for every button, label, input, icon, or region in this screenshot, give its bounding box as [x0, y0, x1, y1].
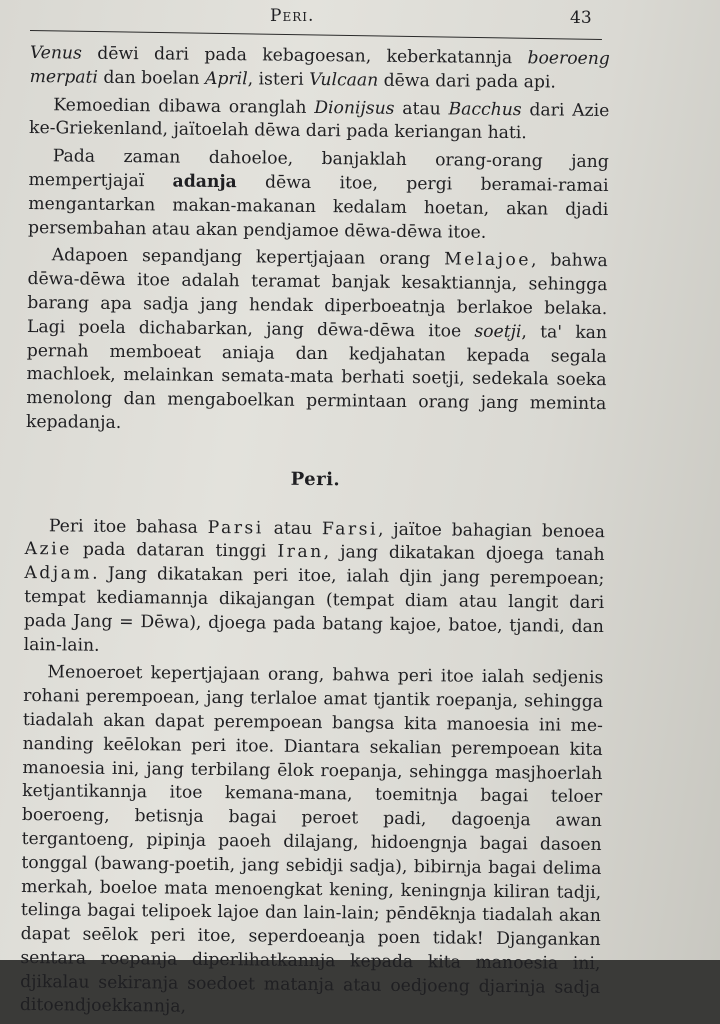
spaced-term: Iran: [277, 541, 324, 563]
page-number: 43: [570, 8, 592, 28]
text-run: dan boelan: [97, 67, 206, 89]
paragraph-venus: [30, 42, 610, 96]
spaced-term: Parsi: [207, 517, 264, 539]
text-run: dēwa itoe, pergi beramai-ramai mengantarkan makan-makanan kedalam hoetan, akan djadi persembahan atau akan pendjamoe dēwa-dēwa itoe.: [27, 172, 609, 243]
spaced-term: Azie: [24, 539, 72, 560]
bold-term: adanja: [172, 171, 237, 193]
spaced-term: Farsi: [321, 518, 379, 540]
italic-term: Dionijsus: [314, 97, 395, 119]
running-title: Peri.: [270, 6, 315, 26]
paragraph-dionijsus: [29, 94, 609, 148]
paragraph-kepertjajaan-melajoe: [26, 244, 608, 440]
text-run: atau: [263, 518, 323, 539]
text-run: dēwa dari pada api.: [378, 70, 556, 93]
text-run: , jang dikatakan djoega tanah: [323, 542, 605, 566]
italic-term: boeroeng merpati: [29, 48, 610, 88]
italic-term: Bacchus: [448, 98, 522, 120]
page-body: [20, 42, 610, 1024]
section-heading: Peri.: [290, 468, 341, 491]
italic-term: Vulcaan: [309, 69, 379, 91]
text-run: , jaïtoe bahagian benoea: [377, 519, 606, 542]
paragraph-zaman-dahoeloe: [28, 145, 609, 246]
italic-term: Venus: [29, 42, 82, 64]
text-run: dari Azie ke-Griekenland, jaïtoelah dēwa dari pada keriangan hati.: [28, 99, 610, 144]
text-run: , ta' kan pernah memboeat aniaja dan kedjahatan kepada segala machloek, melainkan semata-mata berhati soetji, sedekala soeka menolong dan mengaboelkan permintaan orang jang meminta kepadanja.: [25, 321, 608, 433]
italic-term: soetji: [474, 321, 522, 342]
text-run: Pada zaman dahoeloe, banjaklah orang-orang jang mempertjajaï: [28, 146, 609, 192]
spaced-term: Melajoe: [444, 249, 532, 271]
text-run: Kemoedian dibawa oranglah: [53, 94, 315, 118]
text-run: Peri itoe bahasa: [48, 515, 208, 538]
header-rule: [30, 30, 602, 40]
text-run: pada dataran tinggi: [71, 539, 278, 562]
spaced-term: Adjam: [24, 563, 93, 584]
text-run: atau: [394, 98, 449, 119]
text-run: . Jang dikatakan peri itoe, ialah djin jang perempoean; tempat kediamannja dikajangan (tempat diam atau langit dari pada Jang = Dēwa), djoega pada batang kajoe, batoe, tjandi, dan lain-lain.: [23, 563, 605, 656]
italic-term: April: [204, 68, 248, 90]
paragraph-peri-definition: [24, 515, 605, 664]
text-run: , isteri: [247, 69, 310, 90]
paragraph-peri-description: Menoeroet kepertjajaan orang, bahwa peri itoe ialah sedjenis rohani perempoean, jang terlaloe amat tjantik roepanja, sehingga tiadalah akan dapat perempoean bangsa kita manoesia ini me-nanding keēlokan peri itoe. Diantara sekalian perempoean kita manoesia ini, jang terbilang ēlok roepanja, sehingga masjhoerlah ketjantikannja itoe kemana-mana, toemitnja bagai teloer boeroeng, betisnja bagai peroet padi, dagoenja awan tergantoeng, pipinja paoeh dilajang, hidoengnja bagai dasoen tonggal (bawang-poetih, jang sebidji sadja), bibirnja bagai delima merkah, boeloe mata menoengkat kening, keningnja kiliran tadji, telinga bagai telipoek lajoe dan lain-lain; pēndēknja tiadalah akan dapat seēlok peri itoe, seperdoeanja poen tidak! Djangankan sentara roepanja diperlihatkannja kepada kita manoesia ini, djikalau sekiranja soedoet matanja atau oedjoeng djarinja sadja ditoendjoekkannja,: [19, 662, 604, 1018]
text-run: , bahwa dēwa-dēwa itoe adalah teramat banjak kesaktiannja, sehingga barang apa sadja jang hendak diperboeatnja berlakoe belaka. Lagi poela dichabarkan, jang dēwa-dēwa itoe: [26, 250, 608, 342]
running-head: [0, 4, 720, 30]
text-run: Adapoen sepandjang kepertjajaan orang: [51, 245, 445, 270]
text-run: dēwi dari pada kebagoesan, keberkatannja: [81, 43, 528, 69]
